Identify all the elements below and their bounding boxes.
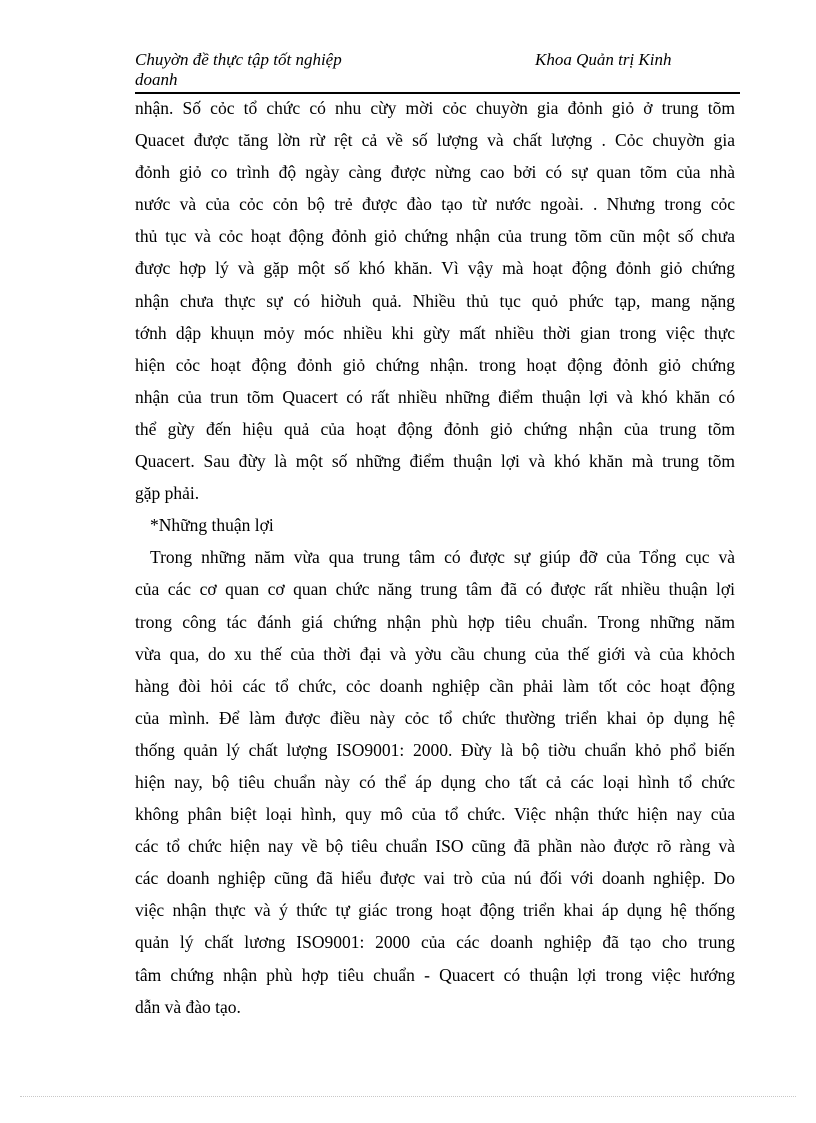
header-left [135, 50, 395, 90]
text-line: không phân biệt loại hình, quy mô của tổ chức. Việc nhận thức hiện nay của [135, 804, 735, 825]
page-header [135, 50, 740, 92]
text-line: của mình. Để làm được điều này cỏc tổ chức thường triển khai ỏp dụng hệ [135, 707, 735, 728]
text-line: hiện nay, bộ tiêu chuẩn này có thể áp dụng cho tất cả các loại hình tổ chức [135, 771, 735, 792]
text-line: thể gừy đến hiệu quả của hoạt động đỏnh giỏ chứng nhận của trung tõm [135, 418, 735, 439]
text-line: nước và của cỏc cỏn bộ trẻ được đào tạo từ nước ngoài. . Nhưng trong cỏc [135, 194, 735, 215]
text-line: nhận. Số cỏc tổ chức có nhu cừy mời cỏc chuyờn gia đỏnh giỏ ở trung tõm [135, 98, 735, 118]
text-line: vừa qua, do xu thế của thời đại và yờu cầu chung của thế giới và của khỏch [135, 643, 735, 664]
text-line: dẫn và đào tạo. [135, 996, 241, 1017]
text-line: thủ tục và cỏc hoạt động đỏnh giỏ chứng nhận của trung tõm cũn một số chưa [135, 226, 735, 247]
text-line: nhận của trun tõm Quacert có rất nhiều những điểm thuận lợi và khó khăn có [135, 386, 735, 407]
text-line: đỏnh giỏ co trình độ ngày càng được nừng cao bởi có sự quan tõm của nhà [135, 162, 735, 183]
header-right: Khoa Quản trị Kinh [535, 50, 672, 69]
text-line: hàng đòi hỏi các tổ chức, cỏc doanh nghiệp cần phải làm tốt cỏc hoạt động [135, 675, 735, 696]
text-line: của các cơ quan cơ quan chức năng trung tâm đã có được rất nhiều thuận lợi [135, 579, 735, 600]
body-text [135, 92, 735, 1023]
text-line: Quacet được tăng lờn rừ rệt cả về số lượng và chất lượng . Cỏc chuyờn gia [135, 130, 735, 151]
paragraph-1 [135, 92, 735, 509]
text-line: các tổ chức hiện nay về bộ tiêu chuẩn ISO cũng đã phần nào được rõ ràng và [135, 836, 735, 857]
text-line: nhận chưa thực sự có hiờuh quả. Nhiều thủ tục quỏ phức tạp, mang nặng [135, 290, 735, 311]
text-line: được hợp lý và gặp một số khó khăn. Vì vậy mà hoạt động đỏnh giỏ chứng [135, 258, 735, 279]
text-line: tâm chứng nhận phù hợp tiêu chuẩn - Quacert có thuận lợi trong việc hướng [135, 964, 735, 985]
header-left-line-2: doanh [135, 70, 178, 89]
text-line: việc nhận thực và ý thức tự giác trong hoạt động triển khai áp dụng hệ thống [135, 900, 735, 921]
text-line: hiện cỏc hoạt động đỏnh giỏ chứng nhận. trong hoạt động đỏnh giỏ chứng [135, 354, 735, 375]
text-line: *Những thuận lợi [150, 515, 274, 536]
text-line: gặp phải. [135, 483, 200, 504]
header-left-line-1: Chuyờn đề thực tập tốt nghiệp [135, 50, 342, 69]
text-line: tớnh dập khuụn mỏy móc nhiều khi gừy mất nhiều thời gian trong việc thực [135, 322, 735, 343]
text-line: các doanh nghiệp cũng đã hiểu được vai trò của nú đối với doanh nghiệp. Do [135, 868, 735, 889]
text-line: quản lý chất lương ISO9001: 2000 của các doanh nghiệp đã tạo cho trung [135, 932, 735, 953]
section-heading [135, 509, 735, 541]
text-line: thống quản lý chất lượng ISO9001: 2000. Đừy là bộ tiờu chuẩn khỏ phổ biến [135, 739, 735, 760]
text-line: Trong những năm vừa qua trung tâm có được sự giúp đỡ của Tổng cục và [150, 547, 735, 568]
text-line: Quacert. Sau đừy là một số những điểm thuận lợi và khó khăn mà trung tõm [135, 451, 735, 472]
page-bottom-dotted-line [20, 1096, 796, 1097]
paragraph-2 [135, 541, 735, 1022]
text-line: trong công tác đánh giá chứng nhận phù hợp tiêu chuẩn. Trong những năm [135, 611, 735, 632]
